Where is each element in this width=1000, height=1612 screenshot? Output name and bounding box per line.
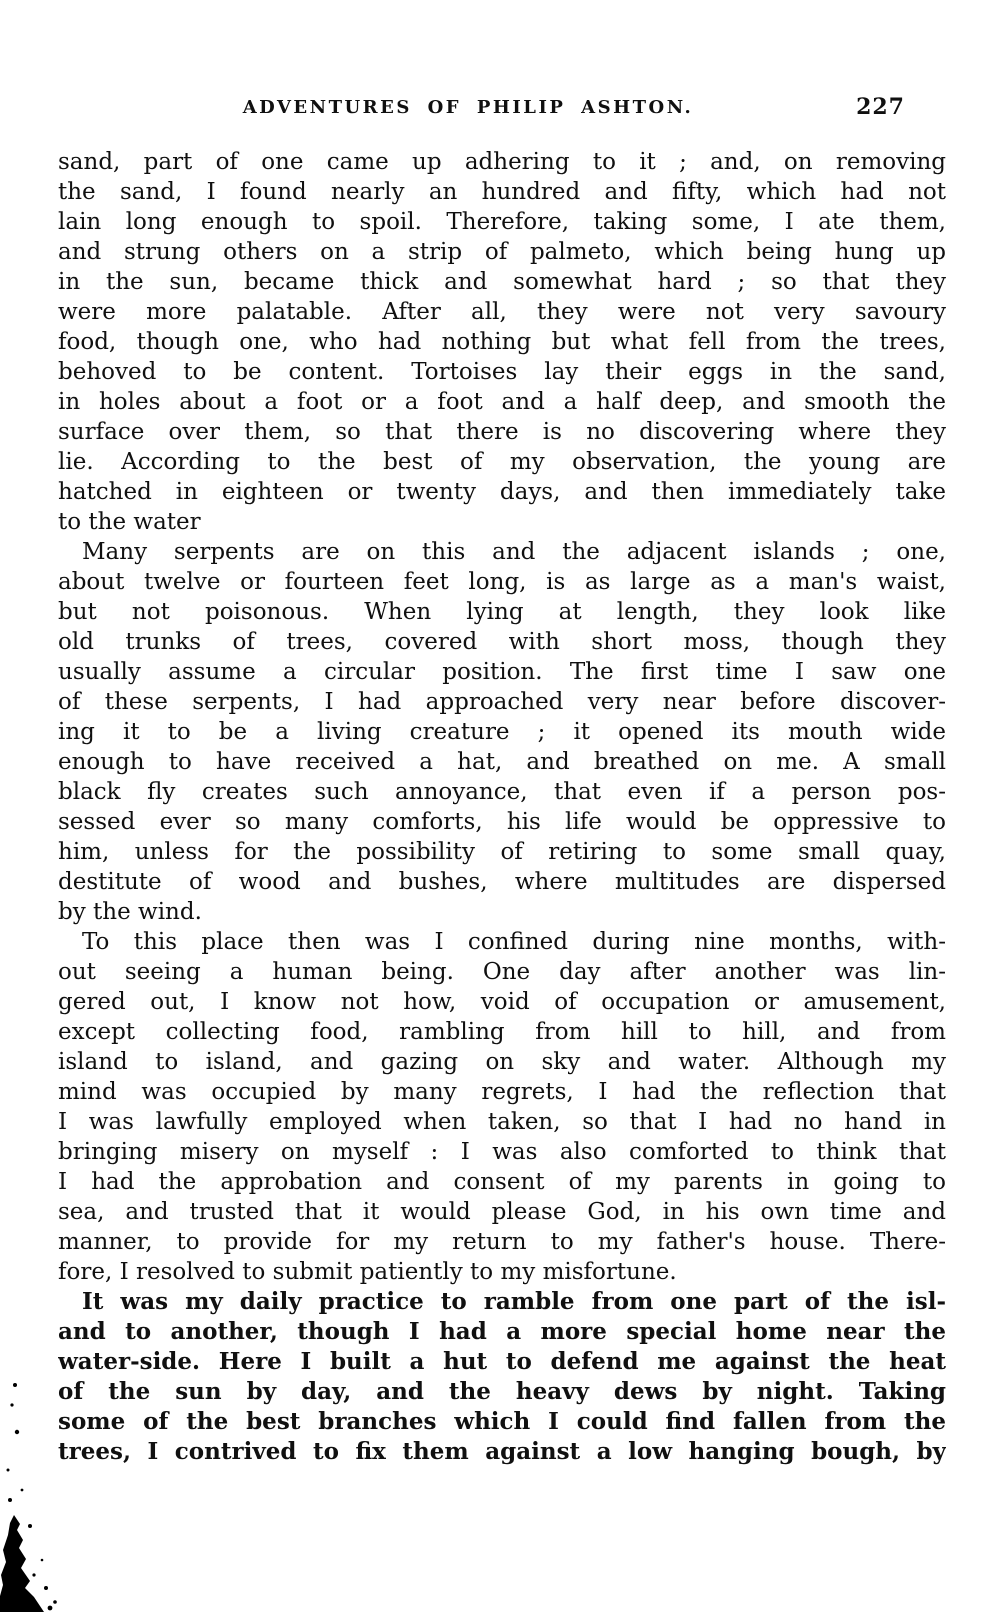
text-line: of these serpents, I had approached very near before discover-: [58, 689, 946, 715]
text-line: in holes about a foot or a foot and a half deep, and smooth the: [58, 389, 946, 415]
text-line: sessed ever so many comforts, his life would be oppressive to: [58, 809, 946, 835]
text-line: enough to have received a hat, and breathed on me. A small: [58, 749, 946, 775]
running-header: [58, 94, 946, 124]
text-line: but not poisonous. When lying at length, they look like: [58, 599, 946, 625]
text-line: old trunks of trees, covered with short moss, though they: [58, 629, 946, 655]
text-line: trees, I contrived to fix them against a low hanging bough, by: [58, 1438, 946, 1465]
text-line: were more palatable. After all, they were not very savoury: [58, 299, 946, 325]
text-line: sea, and trusted that it would please God, in his own time and: [58, 1199, 946, 1225]
text-line: and to another, though I had a more special home near the: [58, 1318, 946, 1345]
text-line: him, unless for the possibility of retiring to some small quay,: [58, 839, 946, 865]
text-line: the sand, I found nearly an hundred and fifty, which had not: [58, 179, 946, 205]
text-line: To this place then was I confined during nine months, with-: [82, 929, 946, 955]
text-line: usually assume a circular position. The first time I saw one: [58, 659, 946, 685]
text-line: mind was occupied by many regrets, I had the reflection that: [58, 1079, 946, 1105]
text-line: lie. According to the best of my observation, the young are: [58, 449, 946, 475]
text-line: bringing misery on myself : I was also comforted to think that: [58, 1139, 946, 1165]
text-line: hatched in eighteen or twenty days, and then immediately take: [58, 479, 946, 505]
text-line: fore, I resolved to submit patiently to my misfortune.: [58, 1259, 677, 1285]
text-line: of the sun by day, and the heavy dews by night. Taking: [58, 1378, 946, 1405]
running-title: ADVENTURES OF PHILIP ASHTON.: [242, 97, 694, 118]
text-line: gered out, I know not how, void of occupation or amusement,: [58, 989, 946, 1015]
text-line: surface over them, so that there is no discovering where they: [58, 419, 946, 445]
page-number: 227: [856, 94, 905, 120]
text-line: black fly creates such annoyance, that even if a person pos-: [58, 779, 946, 805]
text-line: sand, part of one came up adhering to it ; and, on removing: [58, 149, 946, 175]
paragraph: [58, 147, 946, 537]
paragraph: [58, 537, 946, 927]
text-line: ing it to be a living creature ; it opened its mouth wide: [58, 719, 946, 745]
text-line: I was lawfully employed when taken, so that I had no hand in: [58, 1109, 946, 1135]
text-line: out seeing a human being. One day after another was lin-: [58, 959, 946, 985]
text-line: food, though one, who had nothing but what fell from the trees,: [58, 329, 946, 355]
text-line: Many serpents are on this and the adjacent islands ; one,: [82, 539, 946, 565]
text-line: I had the approbation and consent of my parents in going to: [58, 1169, 946, 1195]
text-line: manner, to provide for my return to my father's house. There-: [58, 1229, 946, 1255]
text-line: about twelve or fourteen feet long, is as large as a man's waist,: [58, 569, 946, 595]
text-line: island to island, and gazing on sky and water. Although my: [58, 1049, 946, 1075]
text-line: It was my daily practice to ramble from one part of the isl-: [82, 1288, 946, 1315]
text-line: in the sun, became thick and somewhat hard ; so that they: [58, 269, 946, 295]
text-line: destitute of wood and bushes, where multitudes are dispersed: [58, 869, 946, 895]
text-line: some of the best branches which I could find fallen from the: [58, 1408, 946, 1435]
text-line: except collecting food, rambling from hill to hill, and from: [58, 1019, 946, 1045]
page-body: [58, 147, 946, 1467]
paragraph: [58, 927, 946, 1287]
text-line: lain long enough to spoil. Therefore, taking some, I ate them,: [58, 209, 946, 235]
text-line: water-side. Here I built a hut to defend me against the heat: [58, 1348, 946, 1375]
text-line: and strung others on a strip of palmeto, which being hung up: [58, 239, 946, 265]
text-line: behoved to be content. Tortoises lay their eggs in the sand,: [58, 359, 946, 385]
text-line: by the wind.: [58, 899, 202, 925]
text-line: to the water: [58, 509, 201, 535]
paragraph: [58, 1287, 946, 1467]
